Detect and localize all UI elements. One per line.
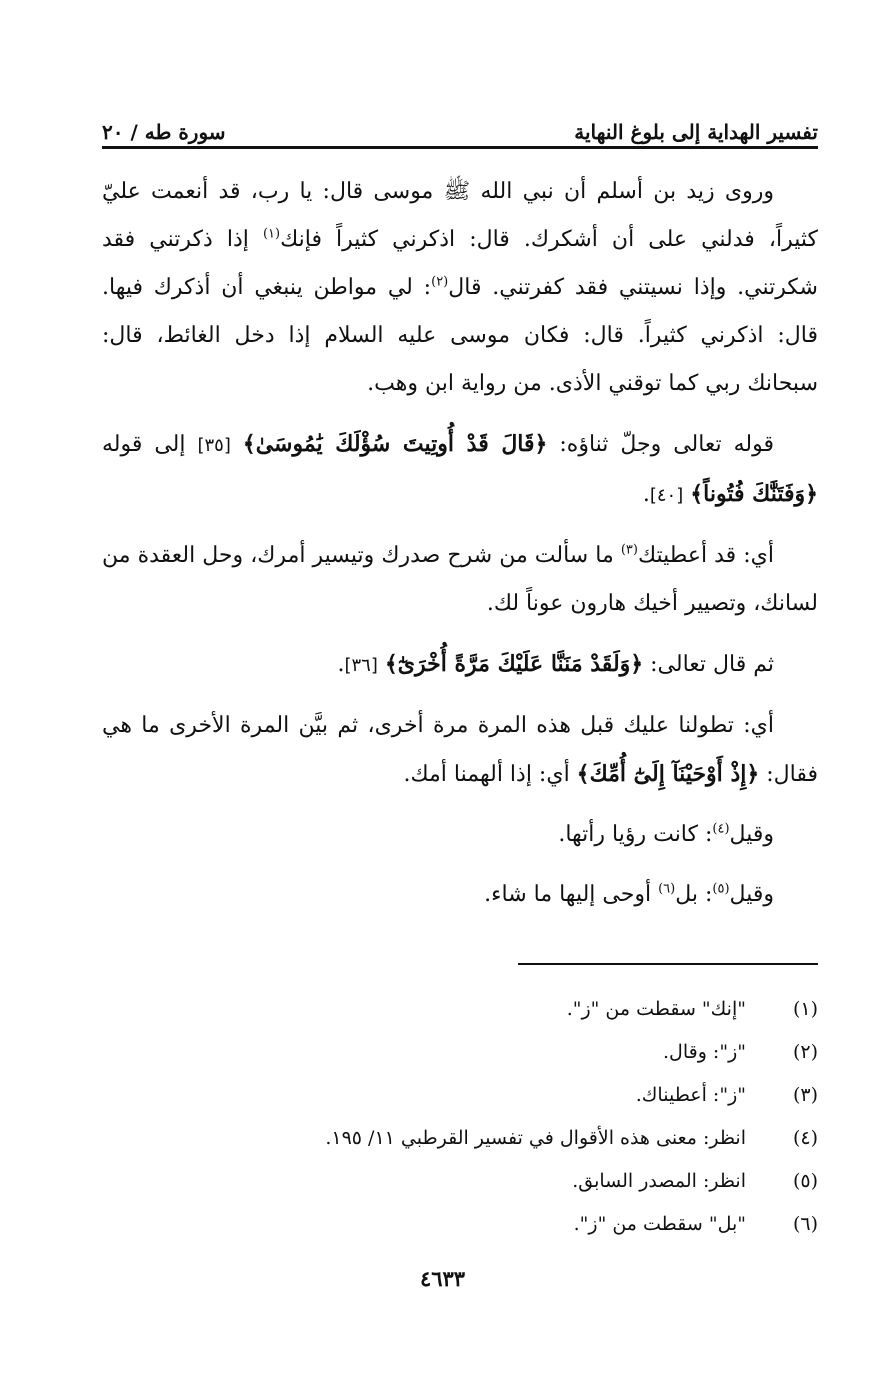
main-text — [102, 168, 818, 931]
footnote-number: (٢) — [792, 1041, 818, 1063]
paragraph-5: أي: تطولنا عليك قبل هذه المرة مرة أخرى، ثم بيَّن المرة الأخرى ما هي فقال: ﴿إِذْ أَوْحَيْنَآ إِلَىٰٓ أُمِّكَ﴾ أي: إذا ألهمنا أمك. — [102, 713, 818, 787]
footnote-text: انظر: المصدر السابق. — [572, 1170, 746, 1192]
footnote-number: (٣) — [792, 1084, 818, 1106]
book-title: تفسير الهداية إلى بلوغ النهاية — [574, 120, 818, 144]
footnote-item — [102, 1203, 818, 1246]
quran-verse: ﴿إِذْ أَوْحَيْنَآ إِلَىٰٓ أُمِّكَ﴾ — [576, 761, 760, 787]
footnote-marker: (٢) — [431, 274, 449, 290]
footnote-item — [102, 1117, 818, 1160]
footnote-marker: (٣) — [620, 542, 638, 558]
footnote-marker: (٦) — [658, 881, 676, 897]
header-rule — [102, 146, 818, 149]
footnote-item — [102, 1160, 818, 1203]
footnote-marker: (٥) — [712, 881, 730, 897]
footnote-item — [102, 1031, 818, 1074]
footnote-text: "ز": وقال. — [663, 1041, 746, 1063]
footnotes — [102, 988, 818, 1246]
footnote-text: "إنك" سقطت من "ز". — [566, 998, 746, 1020]
surah-label: سورة طه / ٢٠ — [102, 120, 226, 144]
footnote-rule — [518, 963, 818, 965]
footnote-marker: (٤) — [712, 821, 730, 837]
paragraph-4: ثم قال تعالى: ﴿وَلَقَدْ مَنَنَّا عَلَيْكَ مَرَّةً أُخْرَىٰٓ﴾ [٣٦]. — [337, 651, 774, 677]
footnote-number: (٥) — [792, 1170, 818, 1192]
footnote-text: "بل" سقطت من "ز". — [573, 1213, 746, 1235]
verse-number: [٣٦] — [344, 655, 378, 676]
footnote-item — [102, 988, 818, 1031]
paragraph-1: وروى زيد بن أسلم أن نبي الله ﷺ موسى قال: يا رب، قد أنعمت عليّ كثيراً، فدلني على أن أشكرك. قال: اذكرني كثيراً فإنك$^{(١)}$ إذا ذكرتني فقد شكرتني. وإذا نسيتني فقد كفرتني. قال$^{(٢)}$: لي مواطن ينبغي أن أذكرك فيها. قال: اذكرني كثيراً. قال: فكان موسى عليه السلام إذا دخل الغائط، قال: سبحانك ربي كما توقني الأذى. من رواية ابن وهب. — [102, 179, 819, 396]
quran-verse: ﴿وَفَتَنَّٰكَ فُتُوناً﴾ — [690, 481, 818, 507]
paragraph-7: وقيل$^{(٥)}$: بل$^{(٦)}$ أوحى إليها ما شاء. — [484, 881, 774, 907]
footnote-item — [102, 1074, 818, 1117]
footnote-text: "ز": أعطيناك. — [635, 1084, 746, 1106]
quran-verse: ﴿وَلَقَدْ مَنَنَّا عَلَيْكَ مَرَّةً أُخْرَىٰٓ﴾ — [384, 651, 644, 677]
paragraph-2: قوله تعالى وجلّ ثناؤه: ﴿قَالَ قَدْ أُوتِيتَ سُؤْلَكَ يَٰمُوسَىٰ﴾ [٣٥] إلى قوله ﴿وَفَتَنَّٰكَ فُتُوناً﴾ [٤٠]. — [102, 431, 818, 507]
footnote-text: انظر: معنى هذه الأقوال في تفسير القرطبي ١١/ ١٩٥. — [325, 1127, 746, 1149]
paragraph-3: أي: قد أعطيتك$^{(٣)}$ ما سألت من شرح صدرك وتيسير أمرك، وحل العقدة من لسانك، وتصيير أخيك هارون عوناً لك. — [102, 542, 818, 616]
footnote-number: (٦) — [792, 1213, 818, 1235]
page-number: ٤٦٣٣ — [419, 1266, 466, 1291]
verse-number: [٣٥] — [197, 435, 231, 456]
verse-number: [٤٠] — [649, 485, 684, 506]
quran-verse: ﴿قَالَ قَدْ أُوتِيتَ سُؤْلَكَ يَٰمُوسَىٰ﴾ — [242, 431, 548, 457]
running-header — [102, 108, 818, 144]
footnote-number: (١) — [792, 998, 818, 1020]
footnote-number: (٤) — [792, 1127, 818, 1149]
paragraph-6: وقيل$^{(٤)}$: كانت رؤيا رأتها. — [558, 821, 774, 847]
footnote-marker: (١) — [262, 226, 281, 242]
